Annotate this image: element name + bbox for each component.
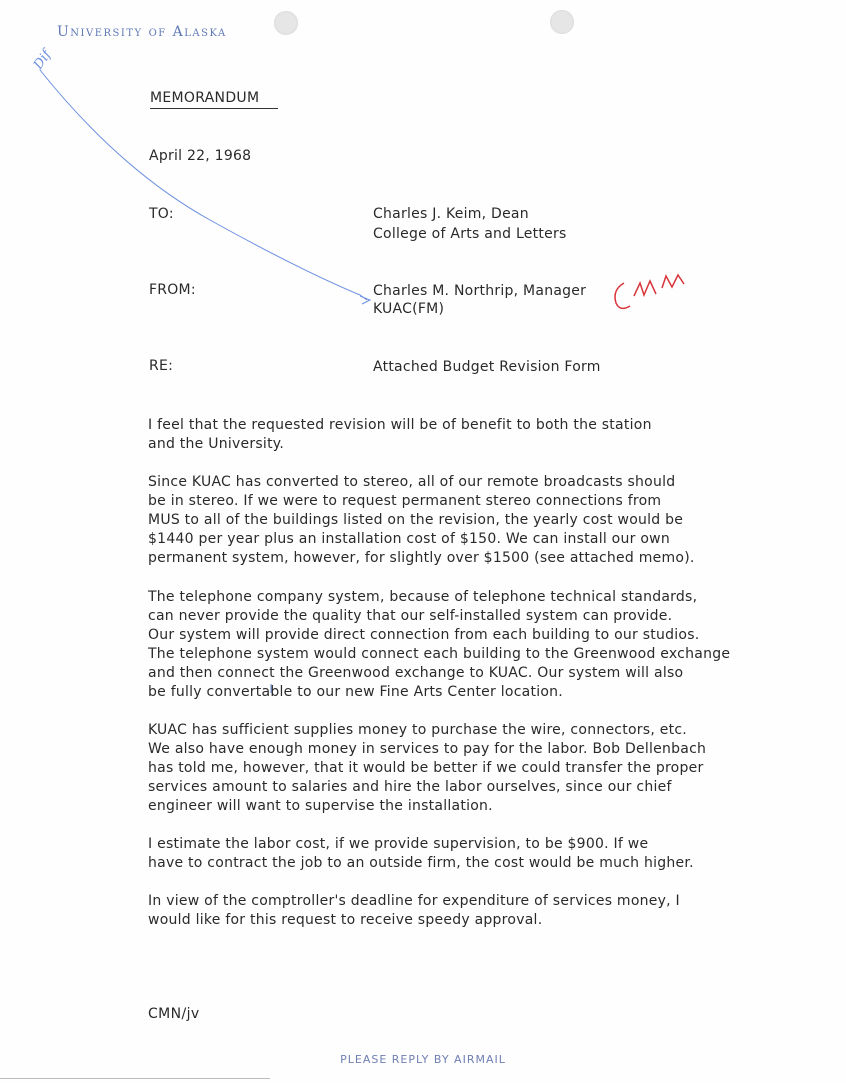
memo-date: April 22, 1968 [149, 148, 252, 164]
paragraph-line: I estimate the labor cost, if we provide supervision, to be $900. If we [148, 836, 649, 852]
paragraph-line: Since KUAC has converted to stereo, all of our remote broadcasts should [148, 474, 676, 490]
re-subject: Attached Budget Revision Form [373, 359, 601, 375]
punch-hole-right [550, 10, 574, 34]
to-label: TO: [149, 206, 174, 222]
paragraph-line: In view of the comptroller's deadline for expenditure of services money, I [148, 893, 680, 909]
paragraph-line: KUAC has sufficient supplies money to purchase the wire, connectors, etc. [148, 722, 688, 738]
punch-hole-left [274, 11, 298, 35]
footer-airmail: PLEASE REPLY BY AIRMAIL [340, 1053, 506, 1066]
paragraph-line: and then connect the Greenwood exchange to KUAC. Our system will also [148, 665, 684, 681]
paragraph-line: $1440 per year plus an installation cost of $150. We can install our own [148, 531, 670, 547]
handwritten-initials-text: CMN [0, 0, 3, 1]
paragraph-5 [148, 835, 758, 873]
paragraph-line: be fully convertable to our new Fine Arts Center location. [148, 684, 563, 700]
pen-arrow [360, 296, 370, 304]
paragraph-line: has told me, however, that it would be better if we could transfer the proper [148, 760, 704, 776]
paragraph-line: engineer will want to supervise the installation. [148, 798, 493, 814]
paragraph-line: can never provide the quality that our self-installed system can provide. [148, 608, 673, 624]
paragraph-line: We also have enough money in services to pay for the labor. Bob Dellenbach [148, 741, 707, 757]
paragraph-6 [148, 892, 758, 930]
memo-title: MEMORANDUM [150, 90, 278, 109]
signature-reference: CMN/jv [148, 1006, 200, 1022]
paragraph-line: permanent system, however, for slightly over $1500 (see attached memo). [148, 550, 695, 566]
paragraph-line: and the University. [148, 436, 285, 452]
handwritten-initials [615, 275, 684, 308]
paragraph-line: have to contract the job to an outside firm, the cost would be much higher. [148, 855, 694, 871]
paragraph-line: would like for this request to receive speedy approval. [148, 912, 543, 928]
paragraph-1 [148, 416, 758, 454]
from-station: KUAC(FM) [373, 301, 445, 317]
paragraph-3 [148, 588, 758, 702]
letterhead: University of Alaska [57, 24, 227, 40]
paragraph-line: Our system will provide direct connection from each building to our studios. [148, 627, 700, 643]
paragraph-4 [148, 721, 758, 816]
bottom-rule [0, 1078, 270, 1079]
paragraph-line: I feel that the requested revision will be of benefit to both the station [148, 417, 652, 433]
margin-note: Dif [30, 47, 55, 73]
to-department: College of Arts and Letters [373, 226, 567, 242]
to-name: Charles J. Keim, Dean [373, 206, 529, 222]
paragraph-line: The telephone company system, because of telephone technical standards, [148, 589, 698, 605]
paragraph-line: MUS to all of the buildings listed on the revision, the yearly cost would be [148, 512, 684, 528]
paragraph-2 [148, 473, 758, 568]
paragraph-line: The telephone system would connect each building to the Greenwood exchange [148, 646, 731, 662]
from-label: FROM: [149, 282, 196, 298]
paragraph-line: services amount to salaries and hire the labor ourselves, since our chief [148, 779, 672, 795]
paragraph-line: be in stereo. If we were to request permanent stereo connections from [148, 493, 662, 509]
from-name: Charles M. Northrip, Manager [373, 283, 587, 299]
re-label: RE: [149, 358, 174, 374]
